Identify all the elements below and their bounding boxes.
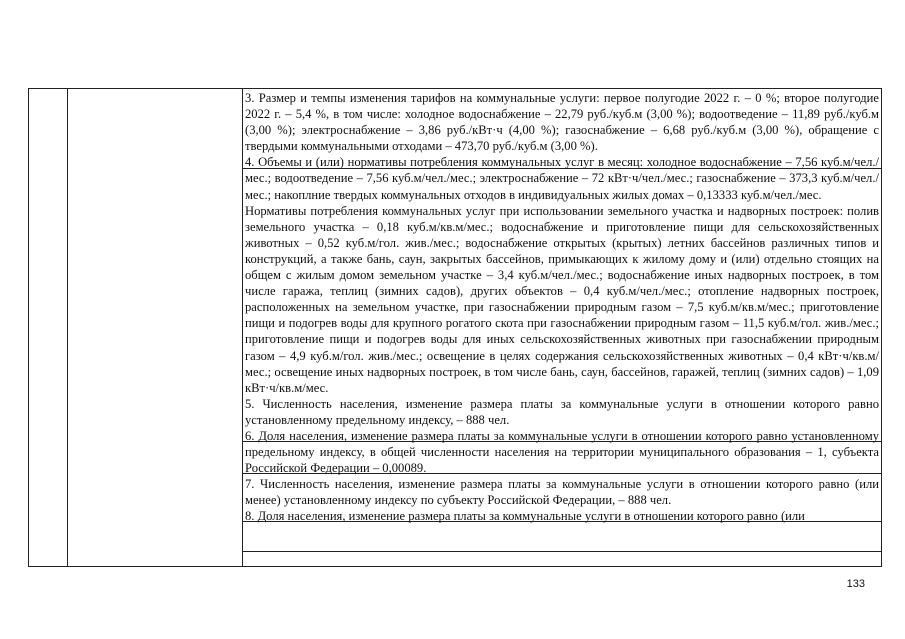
paragraph-7-population-count-subject: 7. Численность населения, изменение размера платы за коммунальные услуги в отношении которого равно (или менее) установленному индексу по субъекту Российской Федерации, – 888 чел.	[245, 477, 879, 508]
table-cell-content	[245, 90, 879, 525]
paragraph-3-tariffs: 3. Размер и темпы изменения тарифов на коммунальные услуги: первое полугодие 2022 г. – 0 %; второе полугодие 2022 г. – 5,4 %, в том числе: холодное водоснабжение – 22,79 руб./куб.м (3,00 %); водоотведение – 11,89 руб./куб.м (3,00 %); электроснабжение – 3,86 руб./кВт·ч (4,00 %); газоснабжение – 6,68 руб./куб.м (3,00 %), обращение с твердыми коммунальными отходами – 473,70 руб./куб.м (3,00 %).	[245, 91, 879, 154]
paragraph-4-consumption-norms: 4. Объемы и (или) нормативы потребления коммунальных услуг в месяц: холодное водоснабжение – 7,56 куб.м/чел./мес.; водоотведение – 7,56 куб.м/чел./мес.; электроснабжение – 72 кВт·ч/чел./мес.; газоснабжение – 373,3 куб.м/чел./мес.; накоплние твердых коммунальных отходов в индивидуальных жилых домах – 0,13333 куб.м/чел./мес.	[245, 155, 879, 202]
row-separator-7	[242, 551, 882, 552]
table-top-border	[28, 88, 882, 89]
column-divider-1	[67, 88, 68, 567]
paragraph-6-population-share: 6. Доля населения, изменение размера платы за коммунальные услуги в отношении которого равно установленному предельному индексу, в общей численности населения на территории муниципального образования – 1, субъекта Российской Федерации – 0,00089.	[245, 428, 879, 476]
page-number: 133	[846, 578, 865, 590]
paragraph-5-population-count: 5. Численность населения, изменение размера платы за коммунальные услуги в отношении которого равно установленному предельному индексу, – 888 чел.	[245, 396, 879, 427]
column-divider-2	[242, 88, 243, 567]
paragraph-land-plot-norms: Нормативы потребления коммунальных услуг при использовании земельного участка и надворных построек: полив земельного участка – 0,18 куб.м/кв.м/мес.; водоснабжение и приготовление пищи для сельскохозяйственных животных – 0,52 куб.м/гол. жив./мес.; водоснабжение открытых (крытых) летних бассейнов различных типов и конструкций, а также бань, саун, закрытых бассейнов, примыкающих к жилому дому и (или) отдельно стоящих на общем с жилым домом земельном участке – 3,4 куб.м/чел./мес.; водоснабжение иных надворных построек, в том числе гаража, теплиц (зимних садов), других объектов – 0,4 куб.м/чел./мес.; отопление надворных построек, расположенных на земельном участке, при газоснабжении природным газом – 7,5 куб.м/кв.м/мес.; приготовление пищи и подогрев воды для крупного рогатого скота при газоснабжении природным газом – 11,5 куб.м/гол. жив./мес.; приготовление пищи и подогрев воды для иных сельскохозяйственных животных при газоснабжении природным газом – 4,9 куб.м/гол. жив./мес.; освещение в целях содержания сельскохозяйственных животных – 0,4 кВт·ч/кв.м/мес.; освещение иных надворных построек, в том числе бань, саун, бассейнов, гаражей, теплиц (зимних садов) – 1,09 кВт·ч/кв.м/мес.	[245, 203, 879, 395]
paragraph-8-population-share-subject: 8. Доля населения, изменение размера платы за коммунальные услуги в отношении которого равно (или	[245, 509, 805, 524]
table-right-border	[881, 88, 882, 567]
table-left-border	[28, 88, 29, 567]
table-bottom-border	[28, 566, 882, 567]
